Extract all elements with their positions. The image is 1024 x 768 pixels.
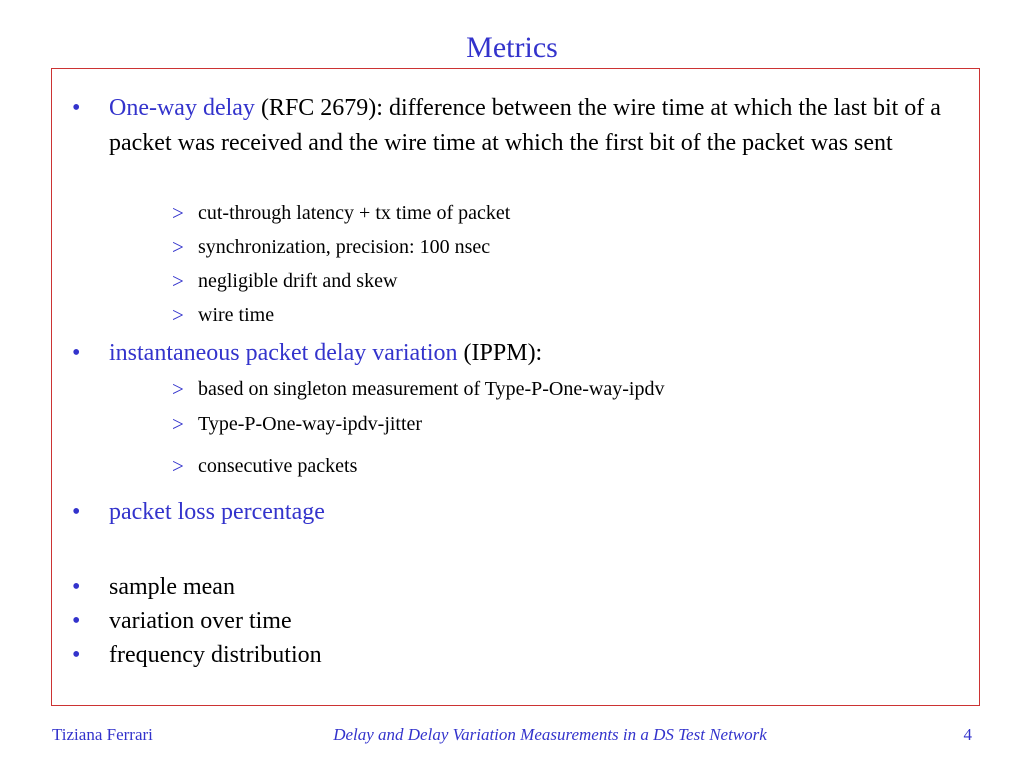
bullet-frequency-distribution	[72, 638, 952, 673]
bullet-marker: •	[72, 95, 81, 121]
bullet-text: frequency distribution	[109, 642, 322, 668]
bullet-ipdv	[72, 336, 952, 371]
subitem	[172, 199, 952, 227]
subitem-text: consecutive packets	[198, 455, 358, 477]
subitem-text: based on singleton measurement of Type-P-One-way-ipdv	[198, 378, 665, 400]
bullet-text: sample mean	[109, 574, 235, 600]
subitem	[172, 375, 952, 403]
bullet-marker: •	[72, 340, 81, 366]
bullet-highlight: One-way delay	[109, 95, 255, 121]
subitem-marker: >	[172, 412, 184, 436]
bullet-text	[109, 336, 952, 371]
bullet-one-way-delay	[72, 91, 952, 161]
bullet-marker: •	[72, 574, 81, 600]
subitem-text: cut-through latency + tx time of packet	[198, 202, 511, 224]
bullet-sample-mean	[72, 570, 952, 605]
bullet-text	[109, 91, 952, 161]
subitem-marker: >	[172, 303, 184, 327]
subitem	[172, 410, 952, 438]
subitem-text: Type-P-One-way-ipdv-jitter	[198, 413, 423, 435]
subitem-marker: >	[172, 454, 184, 478]
footer-author: Tiziana Ferrari	[52, 725, 153, 744]
bullet-text	[109, 495, 952, 530]
slide-title: Metrics	[466, 31, 558, 64]
bullet-text: variation over time	[109, 608, 292, 634]
subitem-marker: >	[172, 269, 184, 293]
footer-presentation-title: Delay and Delay Variation Measurements in a DS Test Network	[333, 725, 767, 744]
bullet-variation-over-time	[72, 604, 952, 639]
subitem-marker: >	[172, 235, 184, 259]
subitem	[172, 233, 952, 261]
subitem	[172, 267, 952, 295]
subitem-marker: >	[172, 201, 184, 225]
bullet-marker: •	[72, 642, 81, 668]
bullet-rest: (IPPM):	[457, 340, 543, 366]
bullet-highlight: instantaneous packet delay variation	[109, 340, 458, 366]
bullet-marker: •	[72, 499, 81, 525]
bullet-rest: (RFC 2679): difference between the wire time at which the last bit of a packet was received and the wire time at which the first bit of the packet was sent	[109, 95, 941, 156]
bullet-marker: •	[72, 608, 81, 634]
subitem	[172, 301, 952, 329]
subitem-text: wire time	[198, 304, 275, 326]
subitem-text: negligible drift and skew	[198, 270, 398, 292]
subitem-marker: >	[172, 377, 184, 401]
footer-page-number: 4	[963, 725, 972, 744]
subitem-text: synchronization, precision: 100 nsec	[198, 236, 491, 258]
bullet-packet-loss	[72, 495, 952, 530]
bullet-highlight: packet loss percentage	[109, 499, 325, 525]
subitem	[172, 452, 952, 480]
